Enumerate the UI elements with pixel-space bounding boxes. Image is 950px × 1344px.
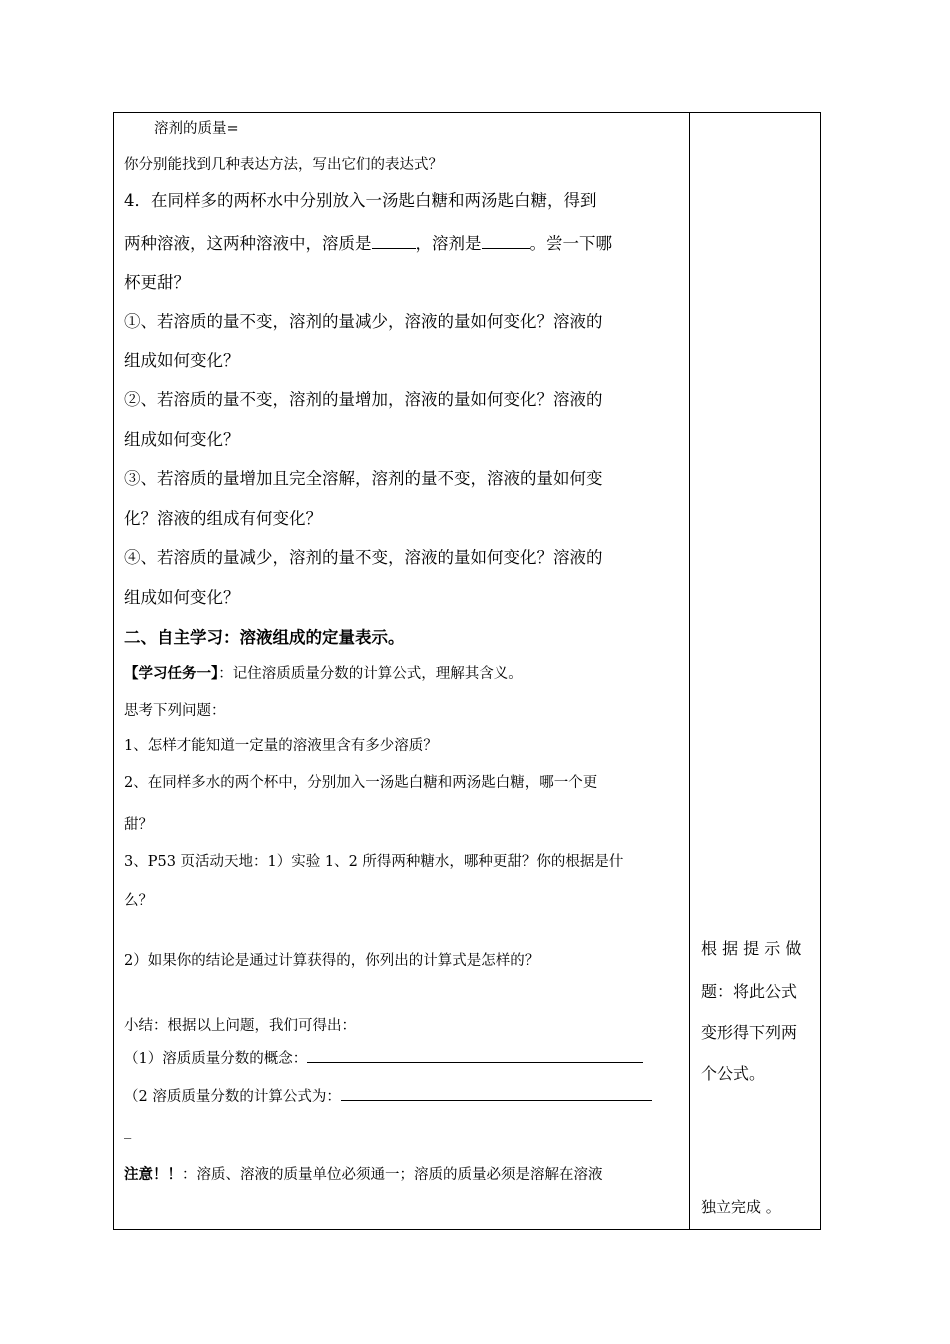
task-1-text: ：记住溶质质量分数的计算公式，理解其含义。: [218, 666, 523, 682]
summary-item-2-label: （2 溶质质量分数的计算公式为：: [124, 1089, 341, 1105]
summary-item-1-label: （1）溶质质量分数的概念：: [124, 1051, 308, 1067]
solvent-blank[interactable]: [482, 232, 530, 250]
side-independent: 独立完成 。: [701, 1198, 781, 1216]
question-4-line-1: 4．在同样多的两杯水中分别放入一汤匙白糖和两汤匙白糖，得到: [124, 191, 597, 210]
side-hint-line-2: 题：将此公式: [701, 982, 798, 1001]
concept-blank[interactable]: [307, 1048, 643, 1064]
side-hint-line-3: 变形得下列两: [701, 1023, 798, 1042]
note-text: ：溶质、溶液的质量单位必须通一；溶质的质量必须是溶解在溶液: [182, 1167, 603, 1183]
side-hint-line-4: 个公式。: [701, 1064, 766, 1083]
solute-blank[interactable]: [372, 232, 416, 250]
task-1-line: [124, 662, 523, 683]
question-4-line-2: [124, 230, 612, 254]
formula-blank-continuation: _: [124, 1123, 132, 1139]
problem-2-line-1: 2、在同样多水的两个杯中，分别加入一汤匙白糖和两汤匙白糖，哪一个更: [124, 775, 598, 791]
question-4-line-3: 杯更甜？: [124, 273, 190, 292]
summary-item-1: [124, 1047, 643, 1068]
expression-question: 你分别能找到几种表达方法，写出它们的表达式？: [124, 157, 443, 173]
case-4-line-1: ④、若溶质的量减少，溶剂的量不变，溶液的量如何变化？溶液的: [124, 548, 603, 567]
formula-blank[interactable]: [341, 1086, 652, 1102]
case-1-line-1: ①、若溶质的量不变，溶剂的量减少，溶液的量如何变化？溶液的: [124, 312, 603, 331]
case-1-line-2: 组成如何变化？: [124, 351, 240, 370]
summary-item-2: [124, 1085, 652, 1106]
column-divider: [689, 113, 690, 1229]
question-4-text-c: 。尝一下哪: [529, 234, 612, 253]
problem-1: 1、怎样才能知道一定量的溶液里含有多少溶质？: [124, 738, 438, 754]
task-1-tag: 【学习任务一】: [124, 665, 219, 682]
case-2-line-1: ②、若溶质的量不变，溶剂的量增加，溶液的量如何变化？溶液的: [124, 390, 603, 409]
question-4-text-b: ，溶剂是: [415, 234, 482, 253]
problem-3-line-2: 么？: [124, 893, 153, 909]
think-prompt: 思考下列问题：: [124, 703, 226, 719]
main-column: [124, 113, 684, 1229]
problem-2-line-2: 甜？: [124, 817, 153, 833]
case-4-line-2: 组成如何变化？: [124, 588, 240, 607]
note-tag: 注意！！: [124, 1166, 182, 1183]
problem-4: 2）如果你的结论是通过计算获得的，你列出的计算式是怎样的？: [124, 953, 540, 969]
question-4-text-a: 两种溶液，这两种溶液中，溶质是: [124, 234, 372, 253]
content-table: [113, 112, 821, 1230]
side-hint-line-1: 根 据 提 示 做: [701, 939, 802, 958]
case-3-line-1: ③、若溶质的量增加且完全溶解，溶剂的量不变，溶液的量如何变: [124, 469, 603, 488]
problem-3-line-1: 3、P53 页活动天地：1）实验 1、2 所得两种糖水，哪种更甜？你的根据是什: [124, 854, 624, 870]
case-3-line-2: 化？溶液的组成有何变化？: [124, 509, 322, 528]
case-2-line-2: 组成如何变化？: [124, 430, 240, 449]
solvent-mass-line: 溶剂的质量=: [154, 121, 239, 137]
side-column: [701, 113, 813, 1229]
note-line: [124, 1163, 603, 1184]
section-2-heading: 二、自主学习：溶液组成的定量表示。: [124, 628, 405, 647]
summary-line: 小结：根据以上问题，我们可得出：: [124, 1018, 356, 1034]
